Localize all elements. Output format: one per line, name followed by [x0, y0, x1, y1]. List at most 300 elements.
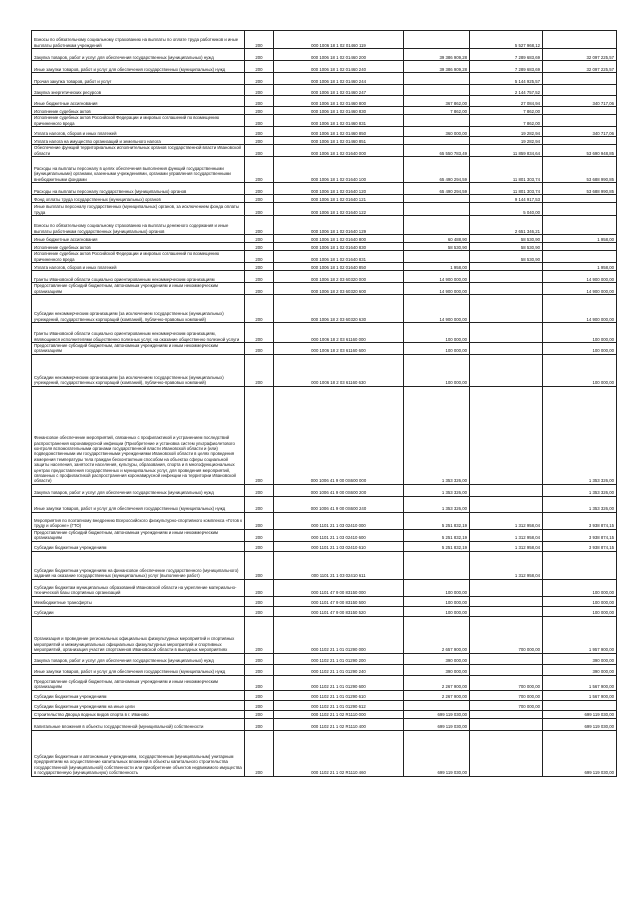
- executed-amount-cell: [470, 271, 543, 283]
- table-row: [32, 386, 617, 484]
- budget-code-cell: 000 1006 18 1 02 01460 240: [274, 61, 404, 73]
- executed-amount-cell: 1 312 958,04: [470, 541, 543, 551]
- budget-code-cell: 000 1006 18 2 03 60320 000: [274, 271, 404, 283]
- unexecuted-amount-cell: 340 717,06: [543, 96, 617, 107]
- budget-report-page: [31, 30, 616, 777]
- item-name-cell: Субсидии некоммерческим организациям (за исключением государственных (муниципальных) учреждений, государственных корпораций (компаний), публично-правовых компаний): [32, 354, 245, 386]
- executed-amount-cell: 7 862,00: [470, 115, 543, 127]
- table-row: [32, 295, 617, 323]
- approved-amount-cell: 360 000,00: [404, 127, 470, 137]
- approved-amount-cell: 100 000,00: [404, 606, 470, 616]
- unexecuted-amount-cell: 1 353 326,00: [543, 484, 617, 496]
- unexecuted-amount-cell: [543, 73, 617, 85]
- line-code-cell: 200: [245, 730, 274, 776]
- item-name-cell: Расходы на выплаты персоналу государственных (муниципальных) органов: [32, 183, 245, 195]
- approved-amount-cell: 39 386 909,28: [404, 49, 470, 61]
- line-code-cell: 200: [245, 49, 274, 61]
- budget-code-cell: 000 1101 21 1 03 02410 610: [274, 541, 404, 551]
- approved-amount-cell: 2 267 900,00: [404, 690, 470, 700]
- approved-amount-cell: 5 251 832,19: [404, 541, 470, 551]
- line-code-cell: 200: [245, 157, 274, 183]
- table-row: [32, 195, 617, 203]
- approved-amount-cell: [404, 700, 470, 710]
- budget-code-cell: 000 1102 21 1 01 01290 600: [274, 675, 404, 690]
- table-row: [32, 710, 617, 718]
- line-code-cell: 200: [245, 195, 274, 203]
- unexecuted-amount-cell: [543, 115, 617, 127]
- executed-amount-cell: [470, 496, 543, 512]
- executed-amount-cell: [470, 283, 543, 295]
- table-row: [32, 323, 617, 343]
- table-row: [32, 343, 617, 355]
- item-name-cell: Организация и проведение региональных официальных физкультурных мероприятий и спортивных мероприятий и межмуниципальных официальных физкультурных мероприятий и спортивных мероприятий, организация участия спортсменов Ивановской области в выездных мероприятиях: [32, 616, 245, 653]
- item-name-cell: Субсидии бюджетным учреждениям на финансовое обеспечение государственного (муниципального) задания на оказание государственных (муниципальных) услуг (выполнение работ): [32, 551, 245, 579]
- table-row: [32, 512, 617, 529]
- unexecuted-amount-cell: 32 097 225,57: [543, 49, 617, 61]
- approved-amount-cell: 100 000,00: [404, 354, 470, 386]
- executed-amount-cell: [470, 343, 543, 355]
- executed-amount-cell: 9 144 917,53: [470, 195, 543, 203]
- table-row: [32, 718, 617, 730]
- budget-code-cell: 000 1006 18 1 02 01460 200: [274, 49, 404, 61]
- budget-execution-table: [31, 30, 617, 777]
- line-code-cell: 200: [245, 137, 274, 145]
- line-code-cell: 200: [245, 596, 274, 606]
- unexecuted-amount-cell: 14 900 000,00: [543, 283, 617, 295]
- unexecuted-amount-cell: 53 690 948,85: [543, 145, 617, 157]
- item-name-cell: Закупка энергетических ресурсов: [32, 85, 245, 96]
- executed-amount-cell: 700 000,00: [470, 616, 543, 653]
- table-row: [32, 127, 617, 137]
- item-name-cell: Финансовое обеспечение мероприятий, связанных с профилактикой и устранением последствий распространения коронавирусной инфекции (Приобретение и установка систем ультрафиолетового контроля вспомогательными органами государственной власти Ивановской области и (или) подведомственными им государственными учреждениями Ивановской области в целях проведения измерения температуры тела граждан бесконтактным способом на объектах сферы социальной защиты населения, занятости населения, культуры, образования, спорта и в многофункциональных центрах предоставления государственных и муниципальных услуг, для проведения мероприятий, связанных с профилактикой распространения коронавирусной инфекции на территории Ивановской области): [32, 386, 245, 484]
- approved-amount-cell: [404, 73, 470, 85]
- line-code-cell: 200: [245, 343, 274, 355]
- item-name-cell: Предоставление субсидий бюджетным, автономным учреждениям и иным некоммерческим организациям: [32, 343, 245, 355]
- table-row: [32, 115, 617, 127]
- budget-code-cell: 000 1101 21 1 03 02410 611: [274, 551, 404, 579]
- table-row: [32, 216, 617, 235]
- unexecuted-amount-cell: 340 717,06: [543, 127, 617, 137]
- unexecuted-amount-cell: 32 097 225,57: [543, 61, 617, 73]
- line-code-cell: 200: [245, 579, 274, 596]
- approved-amount-cell: 7 862,00: [404, 107, 470, 115]
- executed-amount-cell: 2 651 346,21: [470, 216, 543, 235]
- approved-amount-cell: 65 550 783,49: [404, 145, 470, 157]
- approved-amount-cell: 65 490 294,59: [404, 183, 470, 195]
- table-row: [32, 541, 617, 551]
- unexecuted-amount-cell: [543, 203, 617, 216]
- line-code-cell: 200: [245, 243, 274, 251]
- table-row: [32, 243, 617, 251]
- table-row: [32, 203, 617, 216]
- table-row: [32, 496, 617, 512]
- unexecuted-amount-cell: [543, 251, 617, 263]
- approved-amount-cell: [404, 216, 470, 235]
- table-row: [32, 596, 617, 606]
- item-name-cell: Прочая закупка товаров, работ и услуг: [32, 73, 245, 85]
- executed-amount-cell: 5 040,00: [470, 203, 543, 216]
- executed-amount-cell: 5 527 968,12: [470, 31, 543, 49]
- executed-amount-cell: [470, 664, 543, 675]
- budget-code-cell: 000 1102 21 1 01 01290 000: [274, 616, 404, 653]
- budget-code-cell: 000 1006 18 1 02 01460 850: [274, 127, 404, 137]
- executed-amount-cell: [470, 263, 543, 271]
- line-code-cell: 200: [245, 271, 274, 283]
- item-name-cell: Расходы на выплаты персоналу в целях обеспечения выполнения функций государственными (муниципальными) органами, казенными учреждениями, органами управления государственными внебюджетными фондами: [32, 157, 245, 183]
- table-row: [32, 283, 617, 295]
- item-name-cell: Субсидии: [32, 606, 245, 616]
- approved-amount-cell: 367 862,00: [404, 96, 470, 107]
- item-name-cell: Мероприятия по поэтапному внедрению Всероссийского физкультурно-спортивного комплекса «Готов к труду и обороне» (ГТО): [32, 512, 245, 529]
- unexecuted-amount-cell: [543, 85, 617, 96]
- line-code-cell: 200: [245, 73, 274, 85]
- executed-amount-cell: 2 144 757,52: [470, 85, 543, 96]
- approved-amount-cell: 100 000,00: [404, 596, 470, 606]
- line-code-cell: 200: [245, 718, 274, 730]
- budget-code-cell: 000 1101 47 9 00 83150 520: [274, 606, 404, 616]
- budget-code-cell: 000 1006 18 1 02 01640 800: [274, 235, 404, 243]
- unexecuted-amount-cell: 100 000,00: [543, 354, 617, 386]
- executed-amount-cell: 58 530,90: [470, 243, 543, 251]
- line-code-cell: 200: [245, 323, 274, 343]
- unexecuted-amount-cell: 3 938 874,15: [543, 512, 617, 529]
- table-row: [32, 653, 617, 664]
- executed-amount-cell: [470, 354, 543, 386]
- unexecuted-amount-cell: 53 688 990,85: [543, 157, 617, 183]
- line-code-cell: 200: [245, 263, 274, 271]
- table-row: [32, 484, 617, 496]
- approved-amount-cell: 100 000,00: [404, 579, 470, 596]
- budget-code-cell: 000 1101 47 9 00 83150 000: [274, 579, 404, 596]
- executed-amount-cell: 700 000,00: [470, 675, 543, 690]
- unexecuted-amount-cell: 699 119 030,00: [543, 718, 617, 730]
- approved-amount-cell: 1 958,00: [404, 263, 470, 271]
- unexecuted-amount-cell: [543, 195, 617, 203]
- item-name-cell: Иные бюджетные ассигнования: [32, 96, 245, 107]
- table-row: [32, 73, 617, 85]
- budget-code-cell: 000 1006 18 1 02 01460 119: [274, 31, 404, 49]
- unexecuted-amount-cell: 1 958,00: [543, 263, 617, 271]
- approved-amount-cell: 60 488,90: [404, 235, 470, 243]
- budget-code-cell: 000 1006 18 1 02 01640 000: [274, 145, 404, 157]
- table-row: [32, 263, 617, 271]
- approved-amount-cell: 5 251 832,19: [404, 512, 470, 529]
- budget-code-cell: 000 1006 41 9 00 0S600 000: [274, 386, 404, 484]
- line-code-cell: 200: [245, 484, 274, 496]
- line-code-cell: 200: [245, 496, 274, 512]
- executed-amount-cell: 11 801 303,74: [470, 183, 543, 195]
- executed-amount-cell: 700 000,00: [470, 700, 543, 710]
- approved-amount-cell: 100 000,00: [404, 343, 470, 355]
- executed-amount-cell: 58 530,90: [470, 235, 543, 243]
- executed-amount-cell: [470, 710, 543, 718]
- table-row: [32, 137, 617, 145]
- line-code-cell: 200: [245, 203, 274, 216]
- budget-code-cell: 000 1006 18 1 02 01460 800: [274, 96, 404, 107]
- table-row: [32, 730, 617, 776]
- approved-amount-cell: 58 530,90: [404, 243, 470, 251]
- executed-amount-cell: 27 084,94: [470, 96, 543, 107]
- table-row: [32, 49, 617, 61]
- unexecuted-amount-cell: 53 688 990,85: [543, 183, 617, 195]
- item-name-cell: Исполнение судебных актов Российской Федерации и мировых соглашений по возмещению причиненного вреда: [32, 251, 245, 263]
- line-code-cell: 200: [245, 283, 274, 295]
- table-row: [32, 107, 617, 115]
- budget-code-cell: 000 1006 41 9 00 0S600 240: [274, 496, 404, 512]
- line-code-cell: 200: [245, 529, 274, 541]
- budget-code-cell: 000 1102 21 1 02 R1110 460: [274, 730, 404, 776]
- approved-amount-cell: [404, 195, 470, 203]
- line-code-cell: 200: [245, 251, 274, 263]
- budget-code-cell: 000 1006 18 1 02 01640 831: [274, 251, 404, 263]
- approved-amount-cell: 390 000,00: [404, 653, 470, 664]
- item-name-cell: Строительство Дворца водных видов спорта в г. Иваново: [32, 710, 245, 718]
- approved-amount-cell: 1 353 326,00: [404, 386, 470, 484]
- executed-amount-cell: 19 282,94: [470, 137, 543, 145]
- budget-code-cell: 000 1102 21 1 01 01290 612: [274, 700, 404, 710]
- line-code-cell: 200: [245, 145, 274, 157]
- item-name-cell: Закупка товаров, работ и услуг для обеспечения государственных (муниципальных) нужд: [32, 49, 245, 61]
- table-row: [32, 31, 617, 49]
- item-name-cell: Субсидии бюджетным учреждениям: [32, 690, 245, 700]
- approved-amount-cell: 100 000,00: [404, 323, 470, 343]
- approved-amount-cell: 1 353 326,00: [404, 484, 470, 496]
- line-code-cell: 200: [245, 85, 274, 96]
- table-row: [32, 616, 617, 653]
- line-code-cell: 200: [245, 354, 274, 386]
- approved-amount-cell: 2 657 900,00: [404, 616, 470, 653]
- executed-amount-cell: [470, 386, 543, 484]
- table-row: [32, 551, 617, 579]
- unexecuted-amount-cell: [543, 216, 617, 235]
- executed-amount-cell: [470, 606, 543, 616]
- approved-amount-cell: 14 900 000,00: [404, 271, 470, 283]
- budget-code-cell: 000 1102 21 1 01 01290 200: [274, 653, 404, 664]
- table-row: [32, 690, 617, 700]
- line-code-cell: 200: [245, 700, 274, 710]
- line-code-cell: 200: [245, 664, 274, 675]
- item-name-cell: Закупка товаров, работ и услуг для обеспечения государственных (муниципальных) нужд: [32, 484, 245, 496]
- line-code-cell: 200: [245, 127, 274, 137]
- executed-amount-cell: [470, 596, 543, 606]
- unexecuted-amount-cell: 699 119 030,00: [543, 730, 617, 776]
- executed-amount-cell: 7 289 683,69: [470, 49, 543, 61]
- approved-amount-cell: [404, 31, 470, 49]
- unexecuted-amount-cell: 3 938 874,15: [543, 541, 617, 551]
- unexecuted-amount-cell: [543, 31, 617, 49]
- budget-code-cell: 000 1102 21 1 02 R1110 400: [274, 718, 404, 730]
- table-row: [32, 529, 617, 541]
- unexecuted-amount-cell: 14 900 000,00: [543, 271, 617, 283]
- item-name-cell: Капитальные вложения в объекты государственной (муниципальной) собственности: [32, 718, 245, 730]
- executed-amount-cell: [470, 730, 543, 776]
- approved-amount-cell: 39 386 909,28: [404, 61, 470, 73]
- line-code-cell: 200: [245, 96, 274, 107]
- unexecuted-amount-cell: 1 353 326,00: [543, 496, 617, 512]
- budget-code-cell: 000 1006 18 1 02 01640 850: [274, 263, 404, 271]
- table-row: [32, 664, 617, 675]
- executed-amount-cell: [470, 579, 543, 596]
- line-code-cell: 200: [245, 616, 274, 653]
- unexecuted-amount-cell: 100 000,00: [543, 323, 617, 343]
- line-code-cell: 200: [245, 216, 274, 235]
- table-row: [32, 354, 617, 386]
- executed-amount-cell: 1 312 958,04: [470, 529, 543, 541]
- line-code-cell: 200: [245, 31, 274, 49]
- item-name-cell: Субсидии некоммерческим организациям (за исключением государственных (муниципальных) учреждений, государственных корпораций (компаний), публично-правовых компаний): [32, 295, 245, 323]
- approved-amount-cell: [404, 115, 470, 127]
- budget-code-cell: 000 1006 18 1 02 01640 120: [274, 183, 404, 195]
- budget-code-cell: 000 1006 18 1 02 01640 122: [274, 203, 404, 216]
- approved-amount-cell: [404, 251, 470, 263]
- executed-amount-cell: [470, 718, 543, 730]
- item-name-cell: Взносы по обязательному социальному страхованию на выплаты денежного содержания и иные выплаты работникам государственных (муниципальных) органов: [32, 216, 245, 235]
- budget-code-cell: 000 1006 18 1 02 01460 830: [274, 107, 404, 115]
- line-code-cell: 200: [245, 690, 274, 700]
- item-name-cell: Уплата налогов, сборов и иных платежей: [32, 263, 245, 271]
- item-name-cell: Межбюджетные трансферты: [32, 596, 245, 606]
- table-row: [32, 700, 617, 710]
- unexecuted-amount-cell: 390 000,00: [543, 653, 617, 664]
- line-code-cell: 200: [245, 551, 274, 579]
- executed-amount-cell: 1 312 958,04: [470, 512, 543, 529]
- item-name-cell: Предоставление субсидий бюджетным, автономным учреждениям и иным некоммерческим организациям: [32, 529, 245, 541]
- budget-code-cell: 000 1006 18 2 03 61160 600: [274, 343, 404, 355]
- budget-code-cell: 000 1102 21 1 01 01290 240: [274, 664, 404, 675]
- executed-amount-cell: 7 862,00: [470, 107, 543, 115]
- line-code-cell: 200: [245, 61, 274, 73]
- approved-amount-cell: 14 900 000,00: [404, 283, 470, 295]
- executed-amount-cell: 1 312 958,04: [470, 551, 543, 579]
- item-name-cell: Предоставление субсидий бюджетным, автономным учреждениям и иным некоммерческим организациям: [32, 283, 245, 295]
- table-row: [32, 145, 617, 157]
- unexecuted-amount-cell: [543, 700, 617, 710]
- line-code-cell: 200: [245, 675, 274, 690]
- budget-code-cell: 000 1006 18 1 02 01640 129: [274, 216, 404, 235]
- executed-amount-cell: [470, 653, 543, 664]
- budget-code-cell: 000 1006 18 2 03 60320 630: [274, 295, 404, 323]
- item-name-cell: Иные закупки товаров, работ и услуг для обеспечения государственных (муниципальных) нужд: [32, 61, 245, 73]
- unexecuted-amount-cell: 1 957 900,00: [543, 616, 617, 653]
- line-code-cell: 200: [245, 710, 274, 718]
- budget-code-cell: 000 1101 21 1 03 02410 600: [274, 529, 404, 541]
- executed-amount-cell: 7 289 683,69: [470, 61, 543, 73]
- unexecuted-amount-cell: 1 567 900,00: [543, 675, 617, 690]
- item-name-cell: Гранты Ивановской области социально ориентированным некоммерческим организациям, являющимся исполнителями общественно полезных услуг, на оказание общественно полезной услуги: [32, 323, 245, 343]
- line-code-cell: 200: [245, 107, 274, 115]
- approved-amount-cell: [404, 203, 470, 216]
- item-name-cell: Исполнение судебных актов: [32, 243, 245, 251]
- item-name-cell: Субсидии бюджетным учреждениям: [32, 541, 245, 551]
- table-row: [32, 96, 617, 107]
- budget-code-cell: 000 1102 21 1 02 R1110 000: [274, 710, 404, 718]
- unexecuted-amount-cell: [543, 107, 617, 115]
- approved-amount-cell: 65 490 294,59: [404, 157, 470, 183]
- item-name-cell: Иные бюджетные ассигнования: [32, 235, 245, 243]
- approved-amount-cell: [404, 137, 470, 145]
- budget-code-cell: 000 1006 18 2 03 61160 630: [274, 354, 404, 386]
- table-row: [32, 675, 617, 690]
- item-name-cell: Субсидии бюджетам муниципальных образований Ивановской области на укрепление материально-технической базы спортивных организаций: [32, 579, 245, 596]
- approved-amount-cell: 2 267 900,00: [404, 675, 470, 690]
- table-row: [32, 157, 617, 183]
- budget-code-cell: 000 1101 21 1 03 02410 000: [274, 512, 404, 529]
- unexecuted-amount-cell: 100 000,00: [543, 596, 617, 606]
- approved-amount-cell: 699 119 030,00: [404, 710, 470, 718]
- approved-amount-cell: 5 251 832,19: [404, 529, 470, 541]
- unexecuted-amount-cell: 100 000,00: [543, 343, 617, 355]
- unexecuted-amount-cell: [543, 243, 617, 251]
- budget-code-cell: 000 1101 47 9 00 83150 500: [274, 596, 404, 606]
- budget-code-cell: 000 1006 18 1 02 01460 851: [274, 137, 404, 145]
- executed-amount-cell: [470, 484, 543, 496]
- table-row: [32, 271, 617, 283]
- line-code-cell: 200: [245, 386, 274, 484]
- unexecuted-amount-cell: 1 958,00: [543, 235, 617, 243]
- budget-code-cell: 000 1006 18 1 02 01460 831: [274, 115, 404, 127]
- item-name-cell: Иные закупки товаров, работ и услуг для обеспечения государственных (муниципальных) нужд: [32, 664, 245, 675]
- executed-amount-cell: 11 859 834,64: [470, 145, 543, 157]
- item-name-cell: Уплата налогов, сборов и иных платежей: [32, 127, 245, 137]
- budget-code-cell: 000 1006 18 1 02 01640 100: [274, 157, 404, 183]
- budget-code-cell: 000 1006 18 1 02 01460 244: [274, 73, 404, 85]
- unexecuted-amount-cell: 3 938 874,15: [543, 529, 617, 541]
- budget-code-cell: 000 1102 21 1 01 01290 610: [274, 690, 404, 700]
- unexecuted-amount-cell: 699 119 030,00: [543, 710, 617, 718]
- table-row: [32, 579, 617, 596]
- line-code-cell: 200: [245, 653, 274, 664]
- executed-amount-cell: [470, 323, 543, 343]
- executed-amount-cell: [470, 295, 543, 323]
- item-name-cell: Субсидии бюджетным и автономным учреждениям, государственным (муниципальным) унитарным предприятиям на осуществление капитальных вложений в объекты капитального строительства государственной (муниципальной) собственности или приобретение объектов недвижимого имущества в государственную (муниципальную) собственность: [32, 730, 245, 776]
- item-name-cell: Предоставление субсидий бюджетным, автономным учреждениям и иным некоммерческим организациям: [32, 675, 245, 690]
- unexecuted-amount-cell: 1 353 326,00: [543, 386, 617, 484]
- unexecuted-amount-cell: [543, 137, 617, 145]
- table-row: [32, 235, 617, 243]
- line-code-cell: 200: [245, 235, 274, 243]
- executed-amount-cell: 5 144 925,57: [470, 73, 543, 85]
- item-name-cell: Обеспечение функций территориальных исполнительных органов государственной власти Ивановской области: [32, 145, 245, 157]
- executed-amount-cell: 19 282,94: [470, 127, 543, 137]
- table-row: [32, 251, 617, 263]
- executed-amount-cell: 700 000,00: [470, 690, 543, 700]
- item-name-cell: Взносы по обязательному социальному страхованию на выплаты по оплате труда работников и иные выплаты работникам учреждений: [32, 31, 245, 49]
- budget-code-cell: 000 1006 41 9 00 0S600 200: [274, 484, 404, 496]
- approved-amount-cell: 14 900 000,00: [404, 295, 470, 323]
- line-code-cell: 200: [245, 183, 274, 195]
- table-row: [32, 606, 617, 616]
- budget-code-cell: 000 1006 18 1 02 01460 247: [274, 85, 404, 96]
- item-name-cell: Исполнение судебных актов Российской Федерации и мировых соглашений по возмещению причиненного вреда: [32, 115, 245, 127]
- item-name-cell: Исполнение судебных актов: [32, 107, 245, 115]
- unexecuted-amount-cell: 390 000,00: [543, 664, 617, 675]
- item-name-cell: Субсидии бюджетным учреждениям на иные цели: [32, 700, 245, 710]
- approved-amount-cell: [404, 551, 470, 579]
- line-code-cell: 200: [245, 115, 274, 127]
- item-name-cell: Иные закупки товаров, работ и услуг для обеспечения государственных (муниципальных) нужд: [32, 496, 245, 512]
- unexecuted-amount-cell: [543, 551, 617, 579]
- item-name-cell: Уплата налога на имущество организаций и земельного налога: [32, 137, 245, 145]
- executed-amount-cell: 58 530,90: [470, 251, 543, 263]
- approved-amount-cell: 1 353 326,00: [404, 496, 470, 512]
- executed-amount-cell: 11 801 303,74: [470, 157, 543, 183]
- budget-code-cell: 000 1006 18 2 03 61160 000: [274, 323, 404, 343]
- approved-amount-cell: 699 119 030,00: [404, 730, 470, 776]
- budget-code-cell: 000 1006 18 1 02 01640 121: [274, 195, 404, 203]
- unexecuted-amount-cell: 14 900 000,00: [543, 295, 617, 323]
- line-code-cell: 200: [245, 606, 274, 616]
- line-code-cell: 200: [245, 295, 274, 323]
